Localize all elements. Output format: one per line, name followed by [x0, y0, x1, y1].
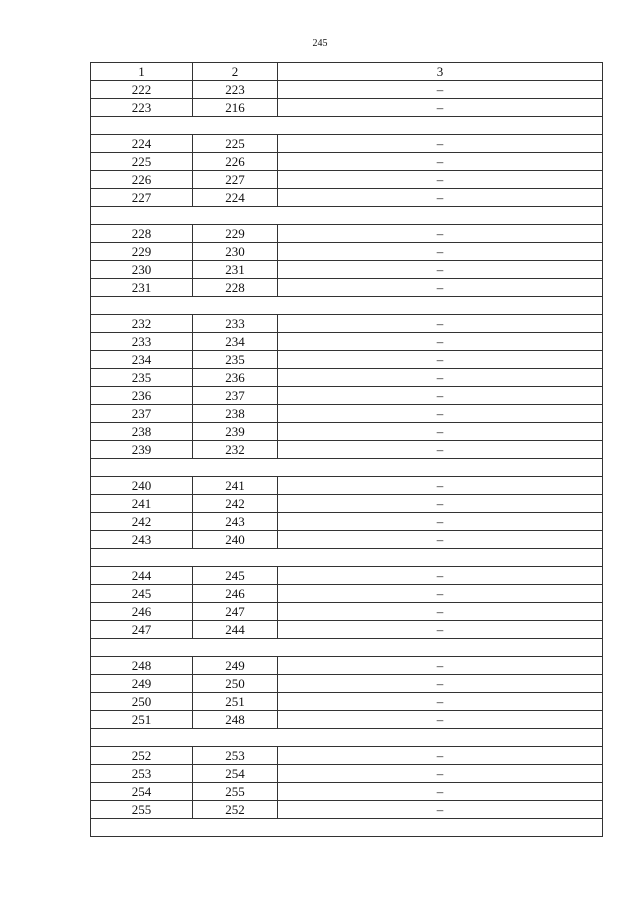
table-cell-col3: –: [278, 657, 603, 675]
table-row: [91, 261, 603, 279]
table-cell-col3: –: [278, 747, 603, 765]
table-cell-col3: –: [278, 387, 603, 405]
table-row: [91, 801, 603, 819]
table-cell-col3: –: [278, 693, 603, 711]
table-cell-col1: 233: [91, 333, 193, 351]
table-cell-col2: 237: [193, 387, 278, 405]
table-cell-col1: 240: [91, 477, 193, 495]
table-cell-col3: –: [278, 81, 603, 99]
table-cell-col3: –: [278, 135, 603, 153]
table-cell-col3: –: [278, 153, 603, 171]
table-cell-col2: 238: [193, 405, 278, 423]
table-cell-col2: 240: [193, 531, 278, 549]
header-cell-3: 3: [278, 63, 603, 81]
table-cell-col1: 255: [91, 801, 193, 819]
table-cell-col3: –: [278, 351, 603, 369]
table-row: [91, 693, 603, 711]
table-cell-col2: 249: [193, 657, 278, 675]
table-cell-col2: 234: [193, 333, 278, 351]
table-row: [91, 333, 603, 351]
table-cell-col3: –: [278, 369, 603, 387]
table-row: [91, 783, 603, 801]
table-row: [91, 225, 603, 243]
table-cell-col1: 235: [91, 369, 193, 387]
table-cell-col2: 241: [193, 477, 278, 495]
table-cell-col1: 251: [91, 711, 193, 729]
table-row: [91, 99, 603, 117]
table-cell-col1: 228: [91, 225, 193, 243]
table-cell-col1: 223: [91, 99, 193, 117]
group-separator-row: [91, 207, 603, 225]
table-cell-col1: 239: [91, 441, 193, 459]
table-cell-col1: 234: [91, 351, 193, 369]
table-cell-col1: 222: [91, 81, 193, 99]
page-number: 245: [312, 38, 328, 49]
table-cell-col1: 248: [91, 657, 193, 675]
table-cell-col1: 244: [91, 567, 193, 585]
table-cell-col2: 230: [193, 243, 278, 261]
table-cell-col3: –: [278, 261, 603, 279]
table-row: [91, 621, 603, 639]
table-row: [91, 351, 603, 369]
table-cell-col1: 236: [91, 387, 193, 405]
table-cell-col1: 238: [91, 423, 193, 441]
table-cell-col1: 227: [91, 189, 193, 207]
group-separator-row: [91, 639, 603, 657]
header-cell-2: 2: [193, 63, 278, 81]
table-cell-col2: 252: [193, 801, 278, 819]
table-cell-col3: –: [278, 315, 603, 333]
table-cell-col1: 226: [91, 171, 193, 189]
table-cell-col3: –: [278, 99, 603, 117]
table-cell-col2: 245: [193, 567, 278, 585]
table-cell-col2: 224: [193, 189, 278, 207]
group-separator-row: [91, 549, 603, 567]
header-cell-1: 1: [91, 63, 193, 81]
table-cell-col1: 254: [91, 783, 193, 801]
table-cell-col1: 253: [91, 765, 193, 783]
table-cell-col2: 248: [193, 711, 278, 729]
table-cell-col1: 229: [91, 243, 193, 261]
table-row: [91, 513, 603, 531]
table-row: [91, 135, 603, 153]
table-row: [91, 603, 603, 621]
table-row: [91, 747, 603, 765]
table-row: [91, 369, 603, 387]
table-cell-col2: 233: [193, 315, 278, 333]
table-row: [91, 243, 603, 261]
table-cell-col3: –: [278, 441, 603, 459]
table-row: [91, 171, 603, 189]
table-cell-col2: 250: [193, 675, 278, 693]
table-row: [91, 495, 603, 513]
table-cell-col2: 232: [193, 441, 278, 459]
separator-cell: [91, 297, 603, 315]
table-cell-col3: –: [278, 513, 603, 531]
table-cell-col2: 236: [193, 369, 278, 387]
table-cell-col3: –: [278, 405, 603, 423]
table-cell-col2: 229: [193, 225, 278, 243]
table-row: [91, 657, 603, 675]
table-cell-col3: –: [278, 423, 603, 441]
group-separator-row: [91, 729, 603, 747]
table-cell-col2: 243: [193, 513, 278, 531]
separator-cell: [91, 639, 603, 657]
table-cell-col2: 226: [193, 153, 278, 171]
table-cell-col1: 250: [91, 693, 193, 711]
table-cell-col3: –: [278, 279, 603, 297]
separator-cell: [91, 117, 603, 135]
table-cell-col1: 245: [91, 585, 193, 603]
table-cell-col1: 242: [91, 513, 193, 531]
table-cell-col3: –: [278, 675, 603, 693]
header-row: [91, 63, 603, 81]
table-cell-col3: –: [278, 585, 603, 603]
table-cell-col2: 239: [193, 423, 278, 441]
table-cell-col3: –: [278, 477, 603, 495]
table-cell-col3: –: [278, 225, 603, 243]
table-cell-col2: 231: [193, 261, 278, 279]
group-separator-row: [91, 459, 603, 477]
group-separator-row: [91, 117, 603, 135]
table-row: [91, 279, 603, 297]
table-cell-col2: 254: [193, 765, 278, 783]
table-cell-col2: 225: [193, 135, 278, 153]
table-cell-col2: 255: [193, 783, 278, 801]
table-cell-col1: 232: [91, 315, 193, 333]
separator-cell: [91, 459, 603, 477]
table-cell-col3: –: [278, 567, 603, 585]
table-cell-col2: 227: [193, 171, 278, 189]
group-separator-row: [91, 819, 603, 837]
separator-cell: [91, 729, 603, 747]
table-cell-col3: –: [278, 783, 603, 801]
table-cell-col1: 237: [91, 405, 193, 423]
table-cell-col1: 230: [91, 261, 193, 279]
table-row: [91, 765, 603, 783]
table-cell-col3: –: [278, 603, 603, 621]
table-cell-col3: –: [278, 765, 603, 783]
table-cell-col2: 247: [193, 603, 278, 621]
table-cell-col2: 228: [193, 279, 278, 297]
table-cell-col3: –: [278, 495, 603, 513]
table-cell-col2: 242: [193, 495, 278, 513]
table-cell-col1: 252: [91, 747, 193, 765]
table-cell-col3: –: [278, 801, 603, 819]
table-cell-col1: 224: [91, 135, 193, 153]
table-row: [91, 189, 603, 207]
data-table: [90, 62, 603, 837]
table-cell-col3: –: [278, 171, 603, 189]
table-row: [91, 477, 603, 495]
table-row: [91, 711, 603, 729]
table-cell-col2: 223: [193, 81, 278, 99]
group-separator-row: [91, 297, 603, 315]
table-row: [91, 405, 603, 423]
table-cell-col1: 231: [91, 279, 193, 297]
table-row: [91, 531, 603, 549]
table-row: [91, 387, 603, 405]
table-cell-col3: –: [278, 333, 603, 351]
table-cell-col1: 247: [91, 621, 193, 639]
table-cell-col3: –: [278, 711, 603, 729]
table-row: [91, 675, 603, 693]
separator-cell: [91, 207, 603, 225]
table-body: [91, 63, 603, 837]
table-row: [91, 441, 603, 459]
table-cell-col2: 244: [193, 621, 278, 639]
table-cell-col1: 246: [91, 603, 193, 621]
table-cell-col3: –: [278, 531, 603, 549]
table-row: [91, 567, 603, 585]
table-cell-col3: –: [278, 243, 603, 261]
table-row: [91, 585, 603, 603]
table-cell-col3: –: [278, 621, 603, 639]
table-row: [91, 81, 603, 99]
table-row: [91, 153, 603, 171]
table-cell-col2: 216: [193, 99, 278, 117]
table-row: [91, 423, 603, 441]
table-cell-col3: –: [278, 189, 603, 207]
table-cell-col1: 249: [91, 675, 193, 693]
separator-cell: [91, 819, 603, 837]
table-row: [91, 315, 603, 333]
table-cell-col2: 253: [193, 747, 278, 765]
table-cell-col1: 243: [91, 531, 193, 549]
table-cell-col2: 235: [193, 351, 278, 369]
separator-cell: [91, 549, 603, 567]
table-cell-col2: 251: [193, 693, 278, 711]
table-cell-col2: 246: [193, 585, 278, 603]
table-cell-col1: 225: [91, 153, 193, 171]
table-cell-col1: 241: [91, 495, 193, 513]
